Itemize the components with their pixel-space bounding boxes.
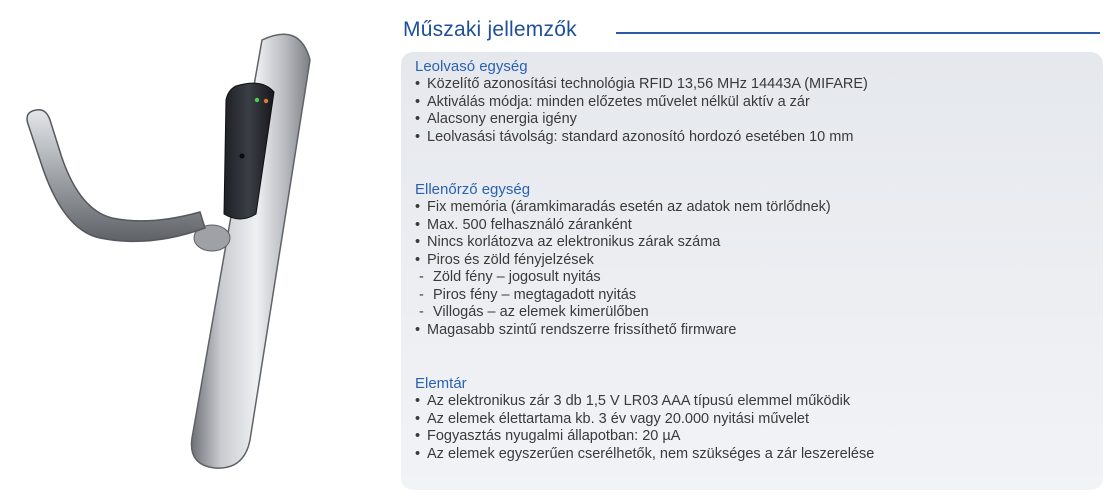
list-item: • Fogyasztás nyugalmi állapotban: 20 µA: [415, 428, 681, 444]
section-reader-unit: [415, 59, 1095, 146]
list-item: • Fix memória (áramkimaradás esetén az adatok nem törlődnek): [415, 199, 831, 215]
list-item: • Nincs korlátozva az elektronikus zárak száma: [415, 234, 721, 250]
door-handle-image: [0, 0, 370, 497]
section-control-unit: [415, 182, 1095, 339]
section-title: Elemtár: [415, 375, 467, 392]
section-title: Leolvasó egység: [415, 58, 528, 75]
sub-list-item: - Villogás – az elemek kimerülőben: [419, 304, 649, 320]
section-battery: [415, 376, 1095, 463]
sub-list-item: - Zöld fény – jogosult nyitás: [419, 269, 601, 285]
list-item: • Az elektronikus zár 3 db 1,5 V LR03 AAA típusú elemmel működik: [415, 393, 851, 409]
list-item: • Piros és zöld fényjelzések: [415, 251, 594, 268]
page-title: Műszaki jellemzők: [403, 18, 577, 41]
list-item: • Aktiválás módja: minden előzetes művelet nélkül aktív a zár: [415, 93, 810, 110]
list-item: • Leolvasási távolság: standard azonosító hordozó esetében 10 mm: [415, 128, 854, 145]
list-item: • Az elemek egyszerűen cserélhetők, nem szükséges a zár leszerelése: [415, 445, 875, 462]
specifications-panel: [401, 52, 1103, 490]
section-title: Ellenőrző egység: [415, 181, 531, 198]
list-item: • Max. 500 felhasználó záranként: [415, 216, 632, 233]
heading-row: [400, 14, 1100, 48]
list-item: • Az elemek élettartama kb. 3 év vagy 20.000 nyitási művelet: [415, 410, 810, 427]
list-item: • Magasabb szintű rendszerre frissíthető firmware: [415, 321, 737, 338]
heading-divider: [616, 32, 1100, 34]
sub-list-item: - Piros fény – megtagadott nyitás: [419, 286, 637, 303]
list-item: • Alacsony energia igény: [415, 111, 577, 127]
list-item: • Közelítő azonosítási technológia RFID 13,56 MHz 14443A (MIFARE): [415, 76, 868, 92]
